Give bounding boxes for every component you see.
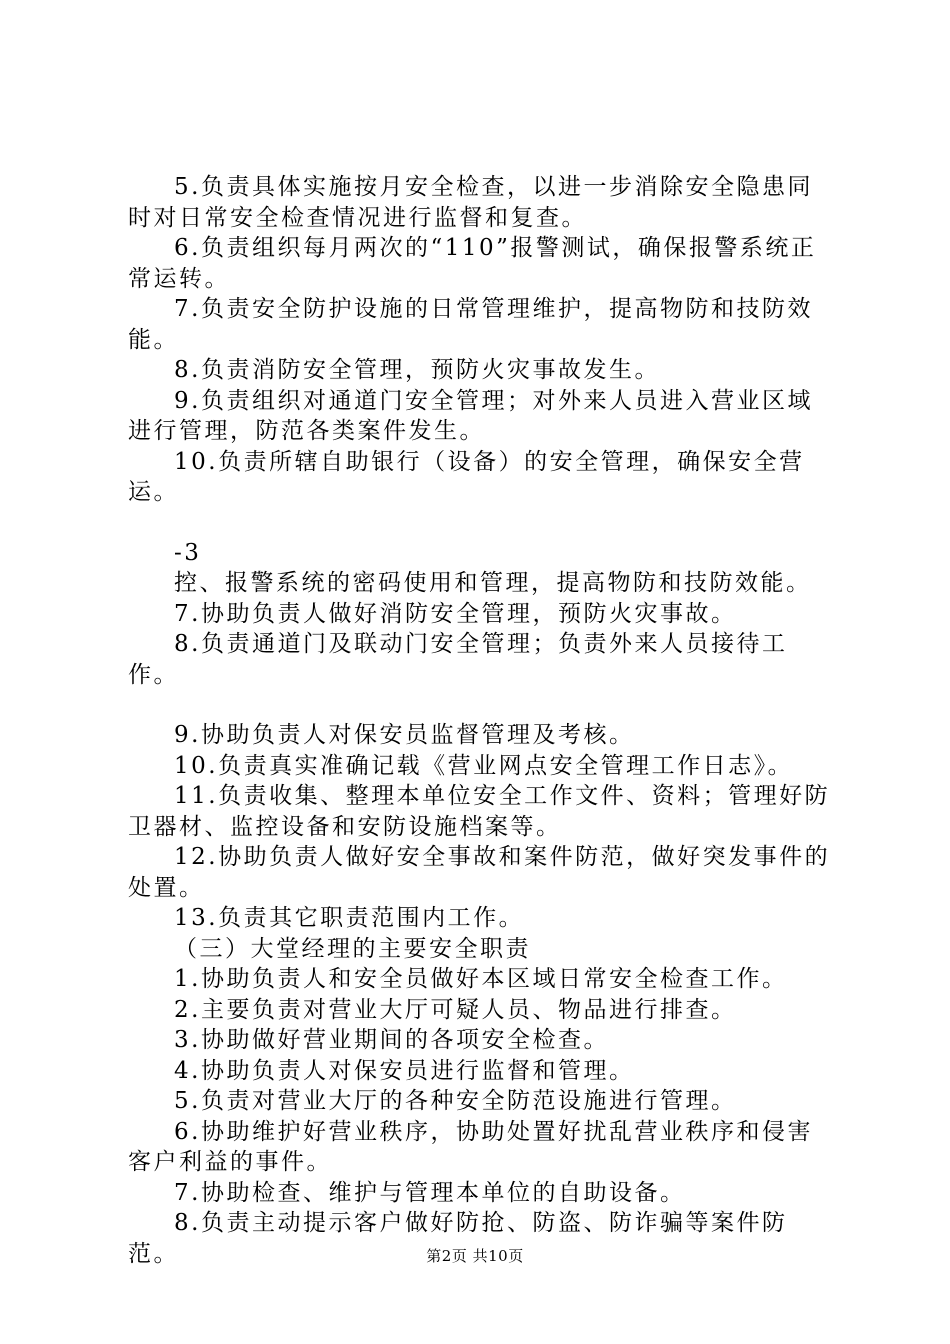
- page-marker: -3: [174, 539, 202, 566]
- paragraph: 12.协助负责人做好安全事故和案件防范，做好突发事件的处置。: [128, 844, 831, 901]
- blank-line: [128, 690, 838, 720]
- blank-line: [128, 508, 838, 538]
- paragraph: 8.负责通道门及联动门安全管理；负责外来人员接待工作。: [128, 631, 788, 688]
- paragraph: 10.负责真实准确记载《营业网点安全管理工作日志》。: [174, 752, 794, 779]
- paragraph: 5.负责具体实施按月安全检查，以进一步消除安全隐患同时对日常安全检查情况进行监督和复查。: [128, 174, 813, 231]
- document-body: [128, 172, 838, 1269]
- paragraph: 控、报警系统的密码使用和管理，提高物防和技防效能。: [174, 570, 812, 596]
- paragraph: 7.协助负责人做好消防安全管理，预防火灾事故。: [174, 600, 737, 627]
- paragraph: 3.协助做好营业期间的各项安全检查。: [174, 1027, 609, 1053]
- paragraph: 4.协助负责人对保安员进行监督和管理。: [174, 1057, 635, 1084]
- paragraph: 6.协助维护好营业秩序，协助处置好扰乱营业秩序和侵害客户利益的事件。: [128, 1118, 813, 1175]
- paragraph: 11.负责收集、整理本单位安全工作文件、资料；管理好防卫器材、监控设备和安防设施档案等。: [128, 783, 831, 840]
- paragraph: 10.负责所辖自助银行（设备）的安全管理，确保安全营运。: [128, 448, 805, 505]
- section-heading: （三）大堂经理的主要安全职责: [174, 935, 531, 962]
- paragraph: 6.负责组织每月两次的“110”报警测试，确保报警系统正常运转。: [128, 235, 817, 292]
- paragraph: 9.负责组织对通道门安全管理；对外来人员进入营业区域进行管理，防范各类案件发生。: [128, 387, 813, 444]
- paragraph: 9.协助负责人对保安员监督管理及考核。: [174, 722, 635, 748]
- paragraph: 1.协助负责人和安全员做好本区域日常安全检查工作。: [174, 966, 788, 992]
- paragraph: 7.协助检查、维护与管理本单位的自助设备。: [174, 1179, 686, 1206]
- paragraph: 8.负责主动提示客户做好防抢、防盗、防诈骗等案件防范。: [128, 1210, 788, 1267]
- page-footer: 第2页 共10页: [426, 1247, 524, 1265]
- paragraph: 5.负责对营业大厅的各种安全防范设施进行管理。: [174, 1088, 737, 1114]
- paragraph: 13.负责其它职责范围内工作。: [174, 905, 525, 931]
- paragraph: 7.负责安全防护设施的日常管理维护，提高物防和技防效能。: [128, 296, 813, 353]
- paragraph: 8.负责消防安全管理，预防火灾事故发生。: [174, 357, 660, 383]
- paragraph: 2.主要负责对营业大厅可疑人员、物品进行排查。: [174, 996, 737, 1023]
